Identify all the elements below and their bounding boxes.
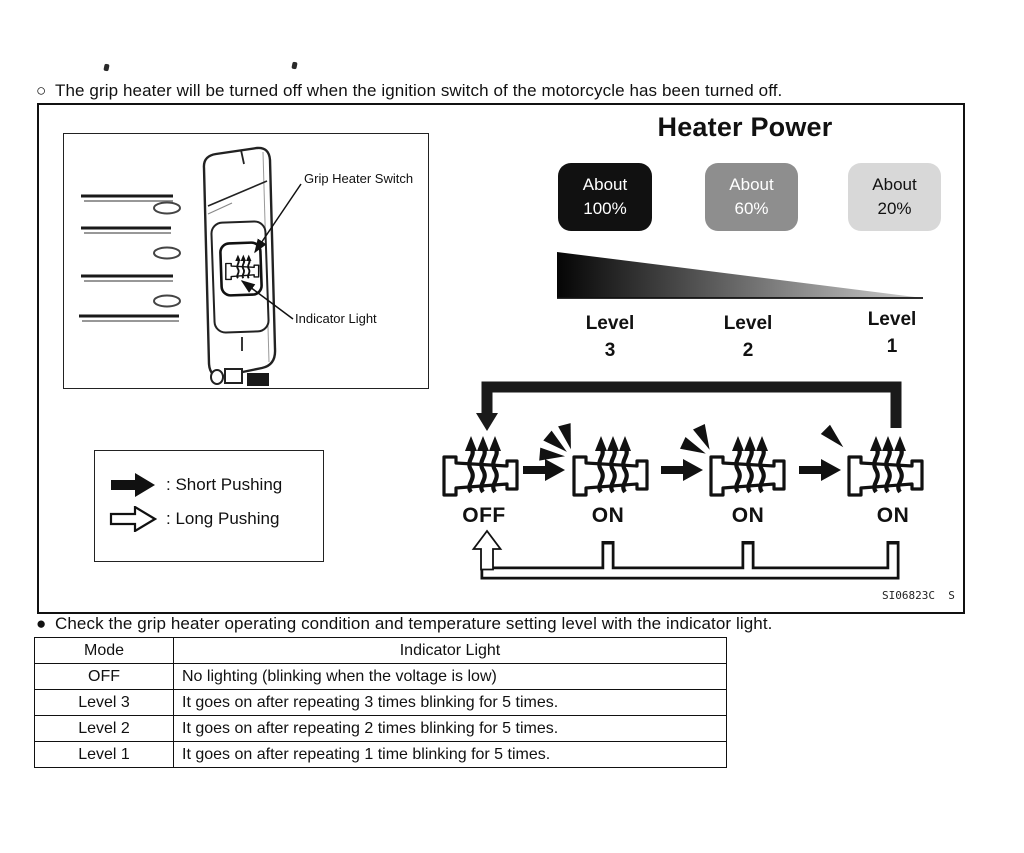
power-box-60-about: About bbox=[729, 175, 774, 194]
table-row bbox=[35, 742, 727, 768]
blink-burst-2-icon bbox=[680, 424, 710, 454]
level-3-label: Level 3 bbox=[585, 313, 635, 361]
legend-long-push bbox=[109, 506, 323, 532]
table-row bbox=[35, 664, 727, 690]
check-note-text: Check the grip heater operating condition and temperature setting level with the indicator light. bbox=[55, 614, 773, 633]
header-indicator-light: Indicator Light bbox=[174, 638, 727, 664]
power-box-20-about: About bbox=[872, 175, 917, 194]
heater-icon-on-3 bbox=[574, 436, 647, 495]
switch-illustration bbox=[63, 133, 429, 389]
power-box-60-percent: 60% bbox=[734, 199, 769, 218]
mode-cell: Level 2 bbox=[35, 716, 174, 742]
indicator-callout-label: Indicator Light bbox=[295, 311, 377, 326]
power-box-20 bbox=[848, 163, 941, 231]
switch-callout-label: Grip Heater Switch bbox=[304, 171, 414, 186]
dot-bullet-icon: ● bbox=[36, 614, 47, 633]
figure-code: SI06823C S bbox=[882, 589, 955, 602]
indicator-cell: It goes on after repeating 2 times blinking for 5 times. bbox=[174, 716, 727, 742]
outline-right-arrow-icon bbox=[109, 506, 157, 532]
short-push-label: : Short Pushing bbox=[166, 475, 283, 494]
indicator-cell: It goes on after repeating 1 time blinking for 5 times. bbox=[174, 742, 727, 768]
heater-icon-off bbox=[444, 436, 517, 495]
top-note bbox=[36, 81, 782, 101]
heater-power-title: Heater Power bbox=[657, 112, 833, 142]
level-2-label: Level 2 bbox=[723, 313, 773, 361]
indicator-table bbox=[34, 637, 727, 768]
legend-short-push bbox=[109, 472, 323, 498]
blink-burst-3-icon bbox=[539, 423, 571, 461]
table-header-row bbox=[35, 638, 727, 664]
short-push-arrow-icon bbox=[661, 459, 703, 481]
indicator-cell: It goes on after repeating 3 times blinking for 5 times. bbox=[174, 690, 727, 716]
level-1-label: Level 1 bbox=[867, 309, 917, 357]
cycle-bracket bbox=[476, 387, 896, 431]
mode-cell: OFF bbox=[35, 664, 174, 690]
down-arrowhead-icon bbox=[476, 413, 498, 431]
header-mode: Mode bbox=[35, 638, 174, 664]
switch-housing bbox=[204, 148, 275, 386]
power-gradient-wedge bbox=[557, 250, 923, 302]
check-note bbox=[36, 614, 773, 634]
short-push-arrow-icon bbox=[799, 459, 841, 481]
switch-cycle-diagram bbox=[437, 373, 949, 588]
indicator-cell: No lighting (blinking when the voltage is low) bbox=[174, 664, 727, 690]
mode-cell: Level 1 bbox=[35, 742, 174, 768]
blink-burst-1-icon bbox=[821, 425, 844, 448]
long-push-label: : Long Pushing bbox=[166, 509, 280, 528]
state-label-on-2: ON bbox=[731, 504, 765, 527]
power-box-20-percent: 20% bbox=[877, 199, 912, 218]
circle-bullet-icon: ○ bbox=[36, 81, 47, 100]
crop-artifact bbox=[103, 64, 109, 72]
long-push-up-arrow-icon bbox=[474, 531, 501, 570]
short-push-arrow-icon bbox=[523, 459, 565, 481]
state-label-off: OFF bbox=[462, 504, 506, 527]
heater-icon-on-1 bbox=[849, 436, 922, 495]
table-row bbox=[35, 690, 727, 716]
power-box-100 bbox=[558, 163, 652, 231]
power-box-100-percent: 100% bbox=[583, 199, 627, 218]
solid-right-arrow-icon bbox=[109, 472, 157, 498]
top-note-text: The grip heater will be turned off when the ignition switch of the motorcycle has been turned off. bbox=[55, 81, 783, 100]
power-box-60 bbox=[705, 163, 798, 231]
state-label-on-1: ON bbox=[876, 504, 910, 527]
long-push-return-channel bbox=[474, 531, 894, 573]
power-box-100-about: About bbox=[582, 175, 628, 194]
table-row bbox=[35, 716, 727, 742]
crop-artifact bbox=[291, 62, 297, 70]
heater-icon-on-2 bbox=[711, 436, 784, 495]
handlebar-grip bbox=[79, 196, 180, 321]
push-legend bbox=[94, 450, 324, 562]
state-label-on-3: ON bbox=[591, 504, 625, 527]
mode-cell: Level 3 bbox=[35, 690, 174, 716]
